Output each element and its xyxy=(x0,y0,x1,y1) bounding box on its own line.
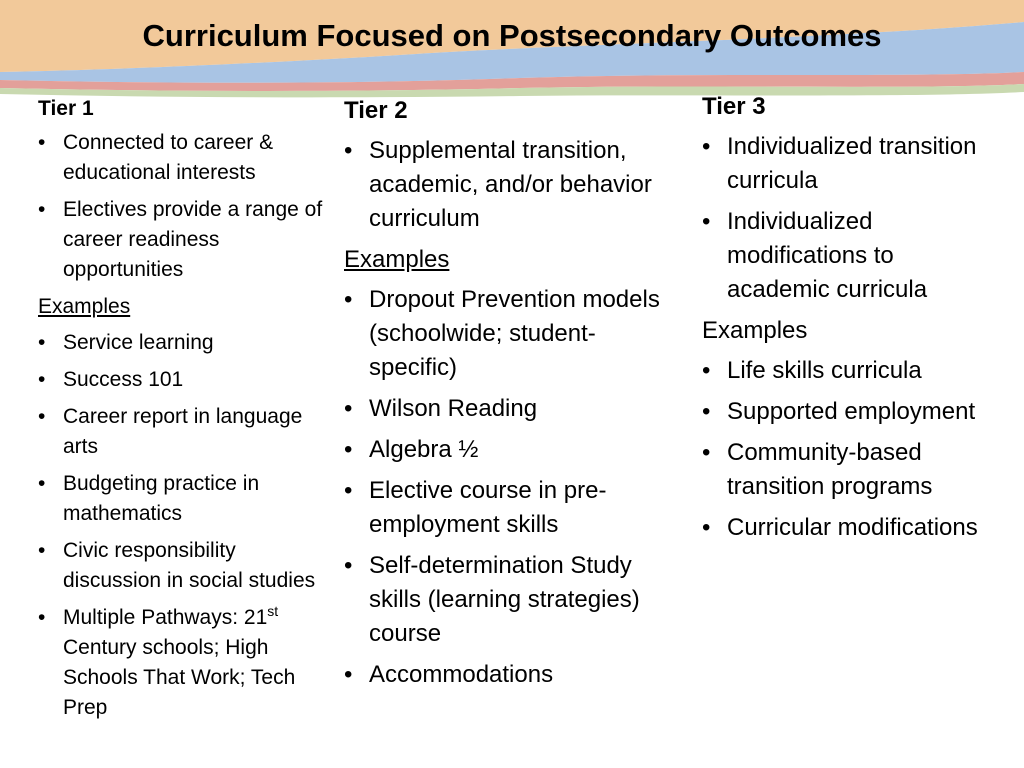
list-item xyxy=(38,402,333,462)
list-item-text: Algebra ½ xyxy=(369,436,479,463)
bullet-icon: • xyxy=(344,137,353,164)
list-item xyxy=(38,328,333,358)
list-item-text: Self-determination Study skills (learning strategies) course xyxy=(369,552,640,647)
bullet-icon: • xyxy=(38,331,46,354)
list-item xyxy=(344,549,664,651)
bullet-icon: • xyxy=(38,131,46,154)
list-item xyxy=(702,205,1002,307)
bullet-icon: • xyxy=(38,368,46,391)
bullet-icon: • xyxy=(702,439,711,466)
tier-1-examples-label: Examples xyxy=(38,295,131,318)
multiple-pathways-text: Multiple Pathways: 21 xyxy=(63,606,268,629)
bullet-icon: • xyxy=(344,552,353,579)
list-item-text: Elective course in pre-employment skills xyxy=(369,477,607,538)
list-item xyxy=(702,436,1002,504)
list-item xyxy=(344,474,664,542)
bullet-icon: • xyxy=(38,472,46,495)
tier-2-examples-label: Examples xyxy=(344,246,450,273)
list-item xyxy=(344,283,664,385)
list-item-text: Accommodations xyxy=(369,661,554,688)
list-item-text: Individualized modifications to academic curricula xyxy=(727,208,928,303)
list-item xyxy=(344,134,664,236)
tier-3-items xyxy=(702,130,1002,307)
list-item-text: Connected to career & educational interests xyxy=(63,131,274,184)
list-item xyxy=(38,469,333,529)
list-item-text: Civic responsibility discussion in social studies xyxy=(63,539,316,592)
list-item-text: Supplemental transition, academic, and/or behavior curriculum xyxy=(369,137,652,232)
list-item-text: Individualized transition curricula xyxy=(727,133,977,194)
tier-3-heading: Tier 3 xyxy=(702,93,766,120)
bullet-icon: • xyxy=(344,395,353,422)
list-item xyxy=(702,354,1002,388)
tier-3-examples xyxy=(702,354,1002,545)
list-item xyxy=(344,658,664,692)
list-item xyxy=(38,536,333,596)
bullet-icon: • xyxy=(702,133,711,160)
tier-3-column xyxy=(702,90,1002,552)
list-item xyxy=(38,603,333,723)
list-item-text: Dropout Prevention models (schoolwide; student-specific) xyxy=(369,286,660,381)
tier-1-examples xyxy=(38,328,333,723)
multiple-pathways-rest: Century schools; High Schools That Work; Tech Prep xyxy=(63,636,296,719)
bullet-icon: • xyxy=(38,198,46,221)
list-item xyxy=(344,392,664,426)
bullet-icon: • xyxy=(344,286,353,313)
list-item xyxy=(702,395,1002,429)
tier-1-column xyxy=(38,94,333,730)
list-item-text: Success 101 xyxy=(63,368,184,391)
slide-title: Curriculum Focused on Postsecondary Outcomes xyxy=(142,18,882,53)
bullet-icon: • xyxy=(344,477,353,504)
list-item-text: Career report in language arts xyxy=(63,405,303,458)
bullet-icon: • xyxy=(702,514,711,541)
tier-2-heading: Tier 2 xyxy=(344,97,408,124)
list-item xyxy=(38,365,333,395)
list-item-text: Community-based transition programs xyxy=(727,439,933,500)
bullet-icon: • xyxy=(344,661,353,688)
list-item-text: Wilson Reading xyxy=(369,395,538,422)
tier-3-examples-label: Examples xyxy=(702,317,808,344)
bullet-icon: • xyxy=(702,398,711,425)
bullet-icon: • xyxy=(38,539,46,562)
bullet-icon: • xyxy=(344,436,353,463)
list-item xyxy=(702,511,1002,545)
tier-2-column xyxy=(344,94,664,699)
tier-1-heading: Tier 1 xyxy=(38,97,94,120)
ordinal-superscript: st xyxy=(267,603,279,619)
bullet-icon: • xyxy=(702,208,711,235)
list-item xyxy=(344,433,664,467)
list-item-text: Supported employment xyxy=(727,398,976,425)
list-item-text: Life skills curricula xyxy=(727,357,922,384)
list-item xyxy=(38,195,333,285)
list-item-text: Service learning xyxy=(63,331,214,354)
tier-1-items xyxy=(38,128,333,285)
list-item xyxy=(702,130,1002,198)
bullet-icon: • xyxy=(38,405,46,428)
list-item-text: Budgeting practice in mathematics xyxy=(63,472,260,525)
list-item-text: Curricular modifications xyxy=(727,514,978,541)
list-item-text: Electives provide a range of career readiness opportunities xyxy=(63,198,323,281)
list-item xyxy=(38,128,333,188)
list-item-text xyxy=(63,603,296,719)
bullet-icon: • xyxy=(702,357,711,384)
tier-2-items xyxy=(344,134,664,236)
tier-2-examples xyxy=(344,283,664,692)
bullet-icon: • xyxy=(38,606,46,629)
